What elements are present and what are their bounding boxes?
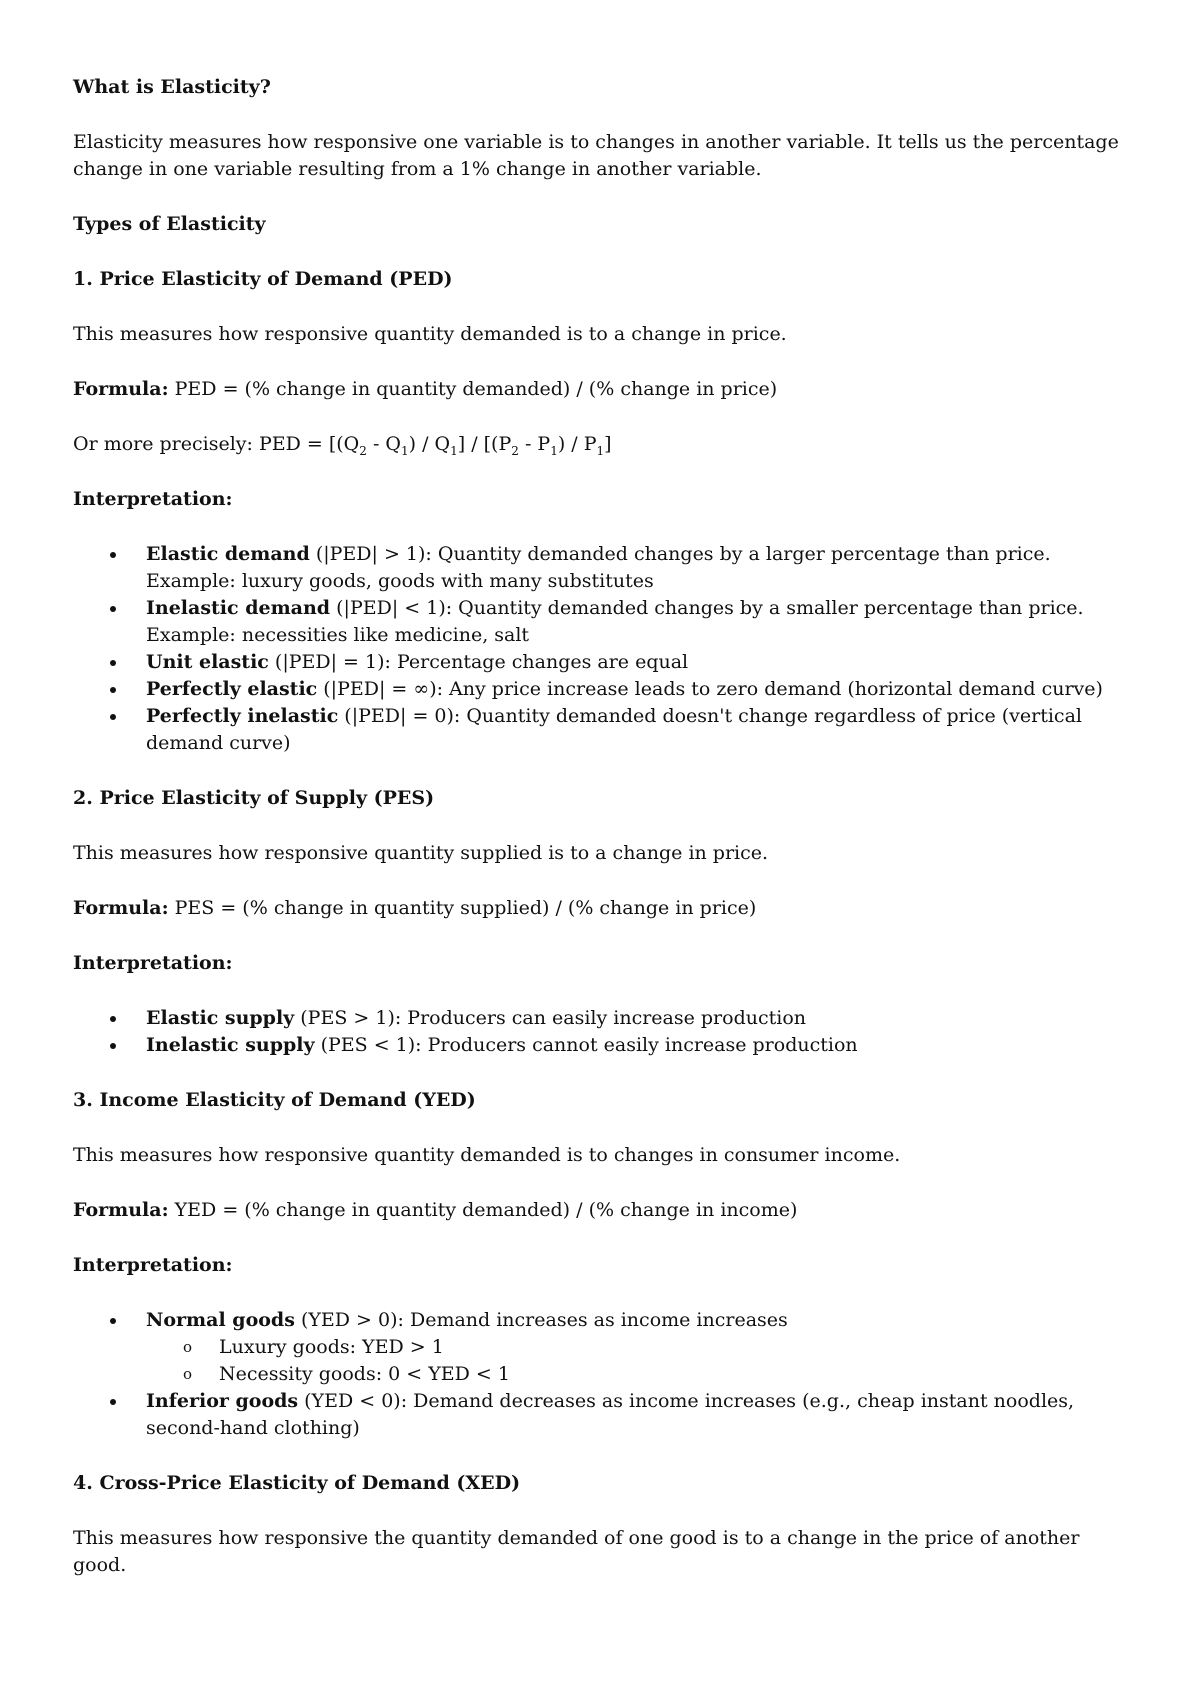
item-text: (PES > 1): Producers can easily increase production <box>294 1007 807 1029</box>
yed-description: This measures how responsive quantity demanded is to changes in consumer income. <box>73 1144 901 1166</box>
pes-formula-label: Formula: <box>73 897 169 919</box>
item-text: (YED > 0): Demand increases as income increases <box>294 1309 788 1331</box>
item-term: Unit elastic <box>146 651 269 673</box>
item-term: Inelastic supply <box>146 1034 315 1056</box>
list-item <box>73 1005 1133 1032</box>
yed-formula <box>73 1197 1133 1224</box>
list-item <box>73 541 1133 595</box>
yed-interpretation-label: Interpretation: <box>73 1254 233 1276</box>
precise-subscript: 1 <box>596 443 605 458</box>
precise-subscript: 1 <box>450 443 458 458</box>
precise-part: - P <box>518 433 551 455</box>
normal-goods-sublist <box>146 1334 1133 1388</box>
xed-description: This measures how responsive the quantity demanded of one good is to a change in the price of another good. <box>73 1527 1080 1576</box>
list-item <box>73 676 1133 703</box>
pes-interpretation-list <box>73 1005 1133 1059</box>
ped-interpretation-label: Interpretation: <box>73 488 233 510</box>
list-item <box>73 1307 1133 1388</box>
precise-part: Or more precisely: PED = [(Q <box>73 433 360 455</box>
ped-description: This measures how responsive quantity demanded is to a change in price. <box>73 323 787 345</box>
item-term: Elastic demand <box>146 543 310 565</box>
precise-part: ] <box>604 433 612 455</box>
precise-part: ) / Q <box>408 433 451 455</box>
pes-formula-text: PES = (% change in quantity supplied) / (% change in price) <box>174 897 757 919</box>
xed-heading: 4. Cross-Price Elasticity of Demand (XED) <box>73 1472 521 1494</box>
item-term: Normal goods <box>146 1309 295 1331</box>
list-item <box>73 1388 1133 1442</box>
precise-part: - Q <box>366 433 401 455</box>
ped-formula-text: PED = (% change in quantity demanded) / (% change in price) <box>174 378 778 400</box>
item-term: Inferior goods <box>146 1390 299 1412</box>
document-title: What is Elasticity? <box>73 76 271 98</box>
list-item <box>73 595 1133 649</box>
ped-heading: 1. Price Elasticity of Demand (PED) <box>73 268 453 290</box>
types-heading: Types of Elasticity <box>73 213 266 235</box>
yed-heading: 3. Income Elasticity of Demand (YED) <box>73 1089 476 1111</box>
pes-formula <box>73 895 1133 922</box>
yed-formula-label: Formula: <box>73 1199 169 1221</box>
precise-part: ) / P <box>557 433 597 455</box>
document-page <box>73 74 1133 1607</box>
ped-formula-label: Formula: <box>73 378 169 400</box>
item-text: (|PED| = 1): Percentage changes are equal <box>268 651 689 673</box>
item-term: Perfectly elastic <box>146 678 318 700</box>
intro-paragraph: Elasticity measures how responsive one variable is to changes in another variable. It tells us the percentage change in one variable resulting from a 1% change in another variable. <box>73 131 1119 180</box>
pes-interpretation-label: Interpretation: <box>73 952 233 974</box>
pes-description: This measures how responsive quantity supplied is to a change in price. <box>73 842 769 864</box>
ped-formula <box>73 376 1133 403</box>
precise-subscript: 1 <box>550 443 558 458</box>
yed-formula-text: YED = (% change in quantity demanded) / (% change in income) <box>174 1199 798 1221</box>
list-item <box>73 649 1133 676</box>
precise-subscript: 2 <box>511 443 519 458</box>
sub-list-item: o Necessity goods: 0 < YED < 1 <box>146 1361 1133 1388</box>
ped-interpretation-list <box>73 541 1133 757</box>
list-item <box>73 703 1133 757</box>
item-text: (|PED| < 1): Quantity demanded changes by a smaller percentage than price. Example: necessities like medicine, salt <box>146 597 1084 646</box>
item-text: (|PED| = ∞): Any price increase leads to zero demand (horizontal demand curve) <box>317 678 1103 700</box>
list-item <box>73 1032 1133 1059</box>
item-term: Elastic supply <box>146 1007 295 1029</box>
item-term: Perfectly inelastic <box>146 705 339 727</box>
item-term: Inelastic demand <box>146 597 331 619</box>
precise-subscript: 2 <box>359 443 367 458</box>
ped-precise-formula <box>73 431 1133 458</box>
precise-part: ] / [(P <box>457 433 512 455</box>
pes-heading: 2. Price Elasticity of Supply (PES) <box>73 787 435 809</box>
precise-subscript: 1 <box>400 443 409 458</box>
item-text: (PES < 1): Producers cannot easily increase production <box>314 1034 858 1056</box>
item-text: (YED < 0): Demand decreases as income increases (e.g., cheap instant noodles, second-hand clothing) <box>146 1390 1075 1439</box>
item-text: (|PED| > 1): Quantity demanded changes by a larger percentage than price. Example: luxury goods, goods with many substitutes <box>146 543 1051 592</box>
sub-list-item: o Luxury goods: YED > 1 <box>146 1334 1133 1361</box>
yed-interpretation-list <box>73 1307 1133 1442</box>
item-text: (|PED| = 0): Quantity demanded doesn't change regardless of price (vertical demand curve) <box>146 705 1082 754</box>
